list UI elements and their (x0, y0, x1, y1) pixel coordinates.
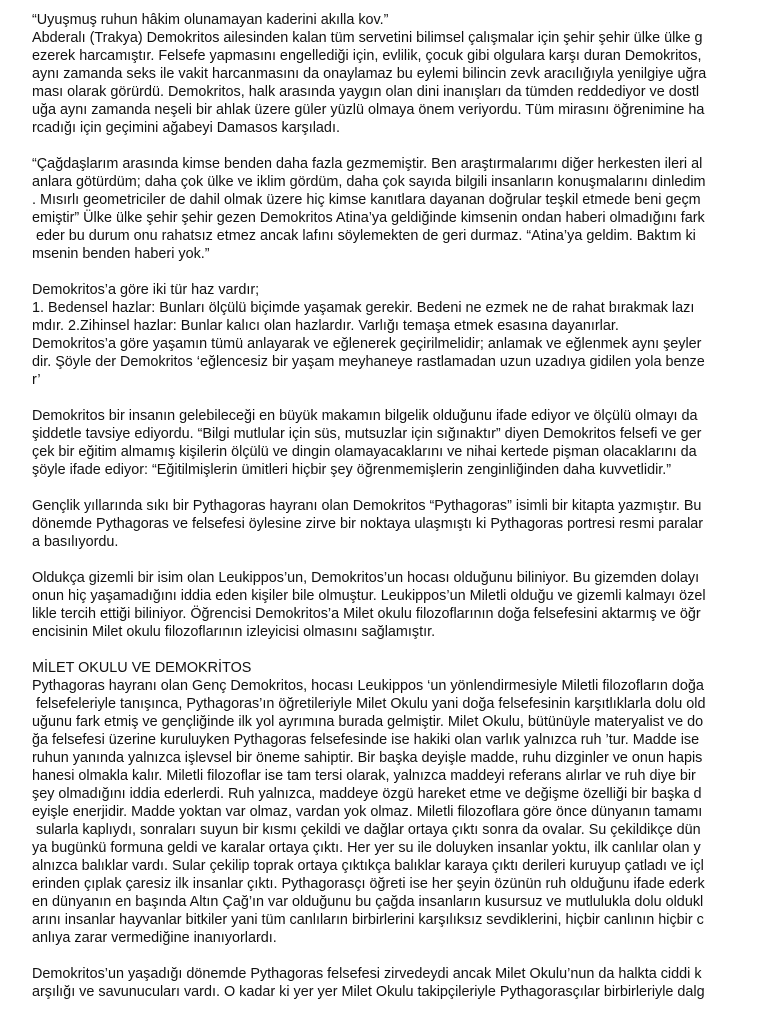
text-line: encisinin Milet okulu filozoflarının izleyicisi olmasını sağlamıştır. (32, 624, 436, 640)
paragraph-gap (32, 947, 768, 965)
text-line: arını insanlar hayvanlar bitkiler yani tüm canlıların birbirlerini karşılıksız sevdiklerini, hiçbir canlının hiçbir c (32, 912, 704, 928)
text-line: Oldukça gizemli bir isim olan Leukippos’un, Demokritos’un hocası olduğunu biliniyor. Bu gizemden dolayı (32, 570, 700, 586)
text-line: dir. Şöyle der Demokritos ‘eğlencesiz bir yaşam meyhaneye rastlamadan uzun uzadıya gidilen yola benze (32, 354, 705, 370)
text-line: likle tercih ettiği biliniyor. Öğrencisi Demokritos’a Milet okulu filozoflarının doğa felsefesini aktarmış ve öğr (32, 606, 701, 622)
text-line: Demokritos’un yaşadığı dönemde Pythagoras felsefesi zirvedeydi ancak Milet Okulu’nun da halkta ciddi k (32, 966, 702, 982)
paragraph (32, 659, 768, 947)
paragraph-gap (32, 389, 768, 407)
text-line: 1. Bedensel hazlar: Bunları ölçülü biçimde yaşamak gerekir. Bedeni ne ezmek ne de rahat bırakmak lazı (32, 300, 695, 316)
text-line: hanesi olmakla kalır. Miletli filozoflar ise tam tersi olarak, yalnızca maddeyi referans alırlar ve ruh diye bir (32, 768, 696, 784)
paragraph (32, 497, 768, 551)
text-line: uğunu fark etmiş ve gençliğinde ilk yol ayrımına burada gelmiştir. Milet Okulu, bütünüyle materyalist ve do (32, 714, 704, 730)
text-line: eder bu durum onu rahatsız etmez ancak lafını söylemekten de geri durmaz. “Atina’ya geldim. Baktım ki (32, 228, 696, 244)
paragraph (32, 965, 768, 1001)
text-line: anlara götürdüm; daha çok ülke ve iklim gördüm, daha çok sayıda bilgili insanların konuşmalarını dinledim (32, 174, 706, 190)
text-line: Abderalı (Trakya) Demokritos ailesinden kalan tüm servetini bilimsel çalışmalar için şehir şehir ülke ülke g (32, 30, 703, 46)
text-line: msenin benden haberi yok.” (32, 246, 210, 262)
text-line: ya bugünkü formuna geldi ve karalar ortaya çıktı. Her yer su ile doluyken insanlar yoktu, ilk canlılar olan y (32, 840, 701, 856)
text-line: dönemde Pythagoras ve felsefesi öylesine zirve bir noktaya ulaşmıştı ki Pythagoras portresi resmi paralar (32, 516, 704, 532)
text-line: a basılıyordu. (32, 534, 119, 550)
text-line: alnızca balıklar vardı. Sular çekilip toprak ortaya çıktıkça balıklar karaya çıktı derileri kuruyup çatladı ve içl (32, 858, 704, 874)
paragraph-gap (32, 137, 768, 155)
paragraph (32, 281, 768, 389)
text-line: “Çağdaşlarım arasında kimse benden daha fazla gezmemiştir. Ben araştırmalarımı diğer herkesten ileri al (32, 156, 703, 172)
paragraph-gap (32, 551, 768, 569)
text-line: çek bir eğitim almamış kişilerin ölçülü ve dingin olamayacaklarını ve nihai kertede pişman olacaklarını da (32, 444, 697, 460)
text-line: en dünyanın en başında Altın Çağ’ın var olduğunu bu çağda insanların kusursuz ve mutlulukla dolu oldukl (32, 894, 704, 910)
text-line: rcadığı için geçimini ağabeyi Damasos karşıladı. (32, 120, 340, 136)
text-line: . Mısırlı geometriciler de dahil olmak üzere hiç kimse kanıtlara dayanan doğrular teşkil etmede beni geçm (32, 192, 701, 208)
text-line: eyişle enerjidir. Madde yoktan var olmaz, vardan yok olmaz. Miletli filozoflara göre önce dünyanın tamamı (32, 804, 703, 820)
text-line: felsefeleriyle tanışınca, Pythagoras’ın öğretileriyle Milet Okulu yani doğa felsefesinin karşıtlıklarla dolu old (32, 696, 706, 712)
text-line: Demokritos’a göre yaşamın tümü anlayarak ve eğlenerek geçirilmelidir; anlamak ve eğlenmek aynı şeyler (32, 336, 702, 352)
text-line: ezerek harcamıştır. Felsefe yapmasını engellediği için, evlilik, çocuk gibi olgulara karşı duran Demokritos, (32, 48, 702, 64)
text-line: “Uyuşmuş ruhun hâkim olunamayan kaderini akılla kov.” (32, 12, 389, 28)
text-line: aynı zamanda seks ile vakit harcanmasını da onaylamaz bu eylemi bilincin zevk aracılığıyla yenilgiye uğra (32, 66, 707, 82)
text-line: şey olmadığını iddia ederlerdi. Ruh yalnızca, maddeye özgü hareket etme ve değişme özelliği bir başka d (32, 786, 702, 802)
paragraph (32, 155, 768, 263)
paragraph (32, 11, 768, 137)
paragraph-gap (32, 263, 768, 281)
text-line: sularla kaplıydı, sonraları suyun bir kısmı çekildi ve dağlar ortaya çıktı sonra da ovalar. Su çekildikçe dün (32, 822, 701, 838)
text-line: ğa felsefesi üzerine kuruluyken Pythagoras felsefesinde ise hakiki olan varlık yalnızca ruh ’tur. Madde ise (32, 732, 700, 748)
text-line: Pythagoras hayranı olan Genç Demokritos, hocası Leukippos ‘un yönlendirmesiyle Miletli filozofların doğa (32, 678, 704, 694)
text-line: onun hiç yaşamadığını iddia eden kişiler bile olmuştur. Leukippos’un Miletli olduğu ve gizemli kalmayı özel (32, 588, 706, 604)
text-line: Gençlik yıllarında sıkı bir Pythagoras hayranı olan Demokritos “Pythagoras” isimli bir kitapta yazmıştır. Bu (32, 498, 702, 514)
paragraph (32, 569, 768, 641)
text-line: MİLET OKULU VE DEMOKRİTOS (32, 660, 252, 676)
text-line: mdır. 2.Zihinsel hazlar: Bunlar kalıcı olan hazlardır. Varlığı temaşa etmek esasına dayanırlar. (32, 318, 619, 334)
paragraph-gap (32, 479, 768, 497)
text-line: Demokritos’a göre iki tür haz vardır; (32, 282, 260, 298)
text-line: Demokritos bir insanın gelebileceği en büyük makamın bilgelik olduğunu ifade ediyor ve ölçülü olmayı da (32, 408, 698, 424)
text-line: ruhun yanında yalnızca işlevsel bir öneme sahiptir. Bir başka deyişle madde, ruhu dizginler ve onun hapis (32, 750, 703, 766)
text-line: anlıya zarar vermediğine inanıyorlardı. (32, 930, 277, 946)
text-line: arşılığı ve savunucuları vardı. O kadar ki yer yer Milet Okulu takipçileriyle Pythagorasçılar birbirleriyle dalg (32, 984, 705, 1000)
text-line: şiddetle tavsiye ediyordu. “Bilgi mutlular için süs, mutsuzlar için sığınaktır” diyen Demokritos felsefi ve ger (32, 426, 702, 442)
text-line: r’ (32, 372, 41, 388)
text-line: erinden çıplak çaresiz ilk insanlar çıktı. Pythagorasçı öğreti ise her şeyin özünün ruh olduğunu ifade ederk (32, 876, 705, 892)
text-line: uğa aynı zamanda neşeli bir ahlak üzere güler yüzlü olmaya önem veriyordu. Tüm mirasını öğrenimine ha (32, 102, 705, 118)
text-line: şöyle ifade ediyor: “Eğitilmişlerin ümitleri hiçbir şey öğrenmemişlerin zenginliğinden daha kuvvetlidir.” (32, 462, 672, 478)
text-line: emiştir” Ülke ülke şehir şehir gezen Demokritos Atina’ya geldiğinde kimsenin ondan haberi olmadığını fark (32, 210, 705, 226)
text-line: ması olarak görürdü. Demokritos, halk arasında yaygın olan dini inanışları da tümden reddediyor ve dostl (32, 84, 700, 100)
paragraph (32, 407, 768, 479)
paragraph-gap (32, 641, 768, 659)
